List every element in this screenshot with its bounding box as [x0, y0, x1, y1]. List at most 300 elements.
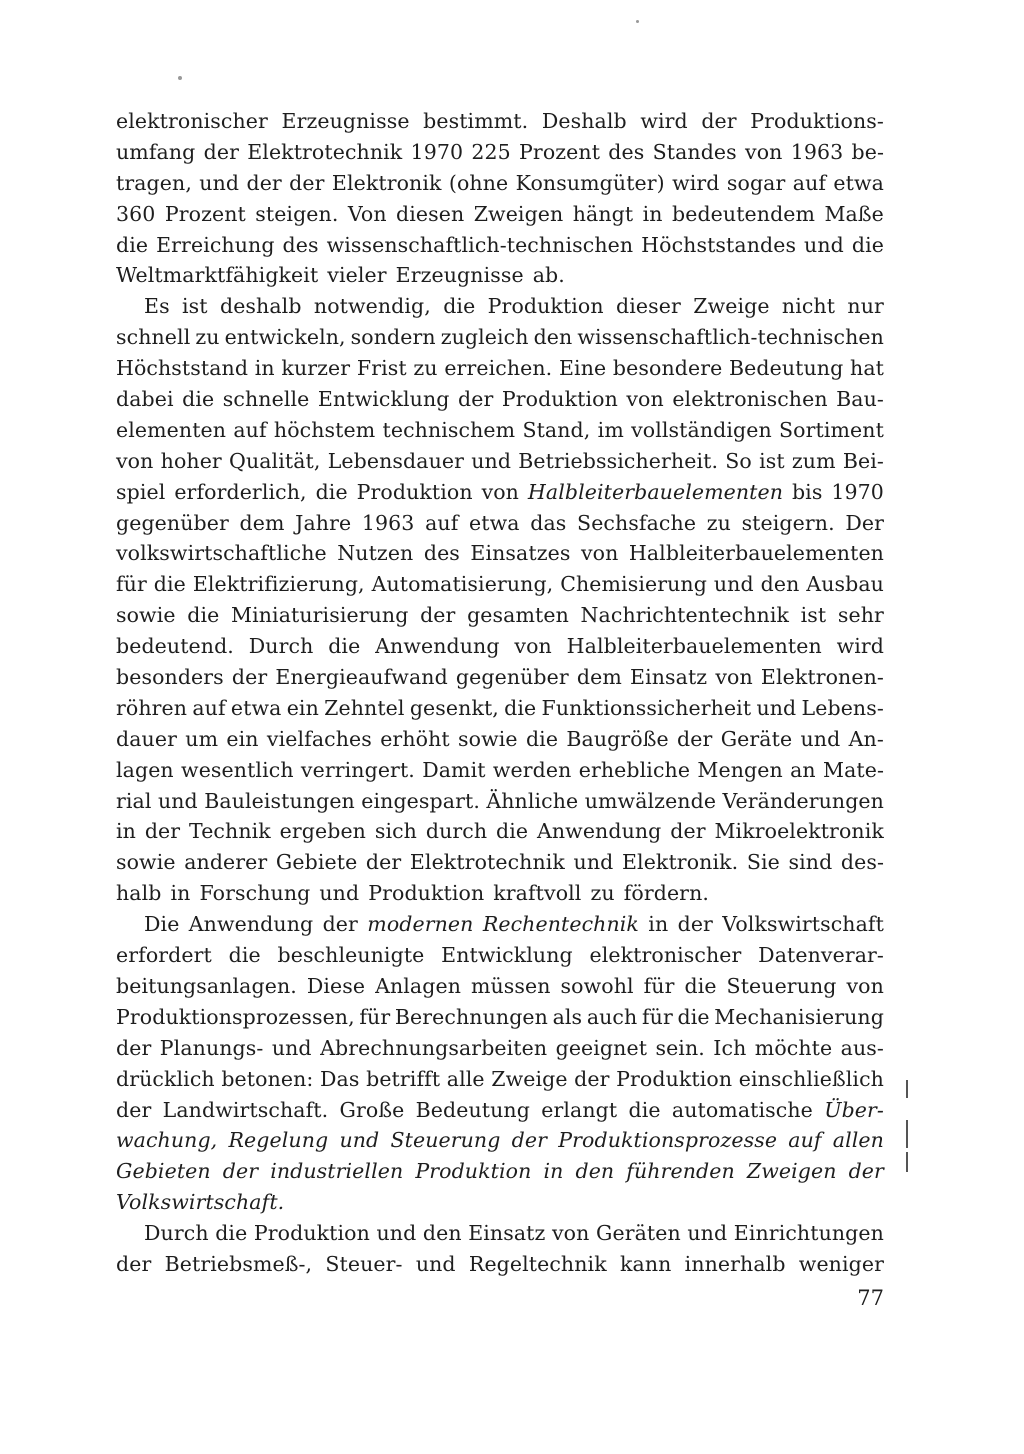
word: weniger	[798, 1251, 884, 1276]
text-line	[116, 1095, 884, 1126]
word: Geräten	[595, 1221, 681, 1246]
word: und	[687, 1221, 728, 1246]
word: Stand,	[522, 417, 591, 442]
word: und	[376, 1221, 417, 1246]
word: Produktion	[616, 1066, 733, 1091]
word: Technik	[189, 819, 271, 844]
word: der	[231, 665, 268, 690]
word: Sie	[746, 850, 780, 875]
word: zum	[791, 448, 836, 473]
word: verringert.	[300, 757, 415, 782]
word: Mikroelektronik	[714, 819, 884, 844]
word: Sortiment	[779, 417, 884, 442]
text-line	[116, 755, 884, 786]
word: der	[677, 912, 713, 937]
word: von	[715, 665, 753, 690]
margin-mark	[906, 1152, 908, 1172]
word: für	[643, 973, 675, 998]
word: Standes	[652, 139, 737, 164]
word: werden	[492, 757, 572, 782]
word: halb	[116, 881, 162, 906]
word: Jahre	[295, 510, 352, 535]
word: Konsumgüter)	[515, 170, 665, 195]
word: Nutzen	[337, 541, 414, 566]
word: etwa	[230, 695, 282, 720]
word: auf	[425, 510, 459, 535]
word: Zweigen	[473, 201, 564, 226]
word: Produktion	[501, 387, 618, 412]
word: der	[670, 819, 706, 844]
word: sein.	[655, 1035, 705, 1060]
word: Diese	[306, 973, 366, 998]
word: Einsatz	[468, 1221, 546, 1246]
word: elektronischen	[672, 387, 828, 412]
text-line	[116, 1156, 884, 1187]
word: notwendig,	[313, 294, 431, 319]
word: Von	[347, 201, 387, 226]
word: die	[153, 572, 186, 597]
word: der	[116, 1035, 152, 1060]
word: die	[215, 1221, 248, 1246]
word: Entwicklung	[317, 387, 450, 412]
word: Zweige	[693, 294, 770, 319]
word: Das	[320, 1066, 360, 1091]
word: erhebliche	[578, 757, 691, 782]
word: steigen.	[255, 201, 339, 226]
word: Produktionsprozesse	[558, 1128, 778, 1153]
word: die	[525, 726, 559, 751]
word: Durch	[144, 1221, 209, 1246]
word: bestimmt.	[423, 109, 529, 133]
word: und	[804, 232, 844, 257]
word: auf	[788, 1128, 822, 1153]
word: von	[481, 479, 519, 504]
word: Weltmarktfähigkeit	[116, 263, 319, 288]
word: einschließlich	[738, 1066, 884, 1091]
word: dem	[576, 665, 622, 690]
word: Produktion	[368, 881, 485, 906]
word: vielfaches	[266, 726, 372, 751]
word: der	[701, 109, 737, 133]
word: Produktions-	[750, 109, 884, 133]
word: der	[116, 1097, 152, 1122]
word: steigern.	[741, 510, 835, 535]
word: lagen	[116, 757, 174, 782]
word: Mechanisierung	[714, 1004, 884, 1029]
word: sehr	[837, 603, 884, 628]
word: ab.	[532, 263, 565, 288]
word: Halbleiterbauelementen	[527, 479, 784, 504]
word: ist	[182, 294, 208, 319]
word: elektronischer	[116, 109, 268, 133]
word: sowohl	[560, 973, 634, 998]
word: kurzer	[281, 356, 351, 381]
word: betrifft	[366, 1066, 441, 1091]
word: der	[203, 139, 239, 164]
margin-mark	[906, 1120, 908, 1148]
word: hängt	[572, 201, 634, 226]
word: Geräte	[720, 726, 793, 751]
word: wesentlich	[181, 757, 294, 782]
word: des	[423, 541, 460, 566]
word: gesamten	[467, 603, 569, 628]
word: die	[504, 695, 537, 720]
word: drücklich	[116, 1066, 215, 1091]
word: ein	[286, 695, 319, 720]
paper-speck	[636, 20, 639, 23]
word: als	[552, 1004, 583, 1029]
word: die	[328, 634, 361, 659]
word: Produktion	[487, 294, 604, 319]
word: ergeben	[279, 819, 366, 844]
word: 225	[471, 139, 511, 164]
text-line	[116, 1218, 884, 1249]
word: Lebensdauer	[327, 448, 465, 473]
word: Gebiete	[275, 850, 358, 875]
word: Anwendung	[188, 912, 314, 937]
word: sowie	[116, 603, 176, 628]
word: 1970	[831, 479, 884, 504]
word: die	[628, 1097, 661, 1122]
word: Forschung	[199, 881, 311, 906]
text-line	[116, 230, 884, 261]
word: von	[846, 973, 884, 998]
word: Ausbau	[806, 572, 884, 597]
word: wissenschaftlich-technischen	[577, 325, 884, 350]
word: schnell	[116, 325, 191, 350]
word: Einrichtungen	[733, 1221, 884, 1246]
word: sowie	[458, 726, 518, 751]
word: erforderlich,	[174, 479, 307, 504]
word: und	[756, 695, 797, 720]
word: im	[597, 417, 624, 442]
word: ist	[800, 603, 827, 628]
word: Prozent	[164, 201, 246, 226]
text-line	[116, 662, 884, 693]
text-line	[116, 168, 884, 199]
word: der	[457, 387, 494, 412]
word: Produktionsprozessen,	[116, 1004, 355, 1029]
text-line	[116, 847, 884, 878]
word: Eine	[558, 356, 607, 381]
text-line	[116, 693, 884, 724]
word: die	[116, 232, 149, 257]
word: etwa	[469, 510, 520, 535]
word: alle	[446, 1066, 485, 1091]
word: das	[530, 510, 567, 535]
word: sondern	[350, 325, 436, 350]
word: der	[511, 1128, 548, 1153]
word: zu	[590, 881, 615, 906]
word: dabei	[116, 387, 174, 412]
text-line	[116, 569, 884, 600]
word: innerhalb	[684, 1251, 786, 1276]
word: die	[684, 973, 717, 998]
word: Abrechnungsarbeiten	[320, 1035, 548, 1060]
word: Baugröße	[566, 726, 669, 751]
page-number: 77	[857, 1286, 884, 1310]
word: Die	[144, 912, 180, 937]
text-line	[116, 1033, 884, 1064]
word: dieser	[616, 294, 681, 319]
word: Nachrichtentechnik	[580, 603, 789, 628]
word: kraftvoll	[493, 881, 582, 906]
word: besondere	[612, 356, 723, 381]
word: Bauleistungen	[204, 788, 355, 813]
word: Erzeugnisse	[395, 263, 524, 288]
word: vollständigen	[631, 417, 772, 442]
word: den	[422, 1221, 462, 1246]
word: 1963	[790, 139, 844, 164]
word: zu	[706, 510, 731, 535]
word: erreichen.	[444, 356, 553, 381]
word: von	[580, 541, 619, 566]
word: Zehntel	[324, 695, 405, 720]
word: an	[790, 757, 816, 782]
word: des-	[840, 850, 884, 875]
word: entwickeln,	[224, 325, 346, 350]
word: für	[116, 572, 147, 597]
word: volkswirtschaftliche	[116, 541, 327, 566]
word: auf	[233, 417, 267, 442]
text-line	[116, 600, 884, 631]
word: beitungsanlagen.	[116, 973, 297, 998]
word: Über-	[824, 1097, 884, 1122]
word: Höchststand	[116, 356, 249, 381]
text-line	[116, 322, 884, 353]
word: elementen	[116, 417, 227, 442]
word: röhren	[116, 695, 188, 720]
word: und	[271, 1035, 312, 1060]
word: für	[359, 1004, 391, 1029]
word: Planungs-	[159, 1035, 264, 1060]
word: allen	[832, 1128, 884, 1153]
word: höchstem	[273, 417, 376, 442]
word: elektronischer	[589, 943, 742, 968]
word: kann	[619, 1251, 672, 1276]
word: um	[185, 726, 219, 751]
text-line	[116, 816, 884, 847]
word: 360	[116, 201, 156, 226]
word: und	[800, 726, 841, 751]
word: sich	[374, 819, 417, 844]
word: vieler	[327, 263, 387, 288]
word: Produktion	[415, 1159, 532, 1184]
word: von	[116, 448, 154, 473]
word: zugleich	[440, 325, 529, 350]
word: Volkswirtschaft	[722, 912, 884, 937]
word: erfordert	[116, 943, 212, 968]
word: und	[713, 572, 754, 597]
word: von	[745, 139, 783, 164]
word: Qualität,	[229, 448, 321, 473]
word: auf	[192, 695, 226, 720]
word: Elektronen-	[760, 665, 884, 690]
word: der	[677, 726, 713, 751]
word: der	[116, 1251, 152, 1276]
word: Elektronik.	[621, 850, 739, 875]
text-line	[116, 538, 884, 569]
word: etwa	[833, 170, 884, 195]
word: durch	[425, 819, 488, 844]
word: bedeutendem	[671, 201, 816, 226]
text-line	[116, 106, 884, 137]
word: wissenschaftlich-technischen	[326, 232, 634, 257]
word: der	[144, 819, 181, 844]
word: den	[533, 325, 573, 350]
word: Einsatz	[630, 665, 708, 690]
word: die	[315, 479, 348, 504]
word: der	[322, 912, 358, 937]
word: Bedeutung	[415, 1097, 530, 1122]
text-line	[116, 1002, 884, 1033]
word: eingespart.	[361, 788, 480, 813]
word: möchte	[754, 1035, 833, 1060]
word: Anlagen	[375, 973, 462, 998]
text-line	[116, 353, 884, 384]
word: Rechentechnik	[482, 912, 639, 937]
word: Regeltechnik	[468, 1251, 607, 1276]
word: in	[648, 912, 669, 937]
word: rial	[116, 788, 152, 813]
word: zu	[413, 356, 438, 381]
word: Lebens-	[801, 695, 884, 720]
word: betonen:	[221, 1066, 314, 1091]
word: Landwirtschaft.	[162, 1097, 329, 1122]
word: umwälzende	[584, 788, 717, 813]
word: Mengen	[697, 757, 783, 782]
word: Anwendung	[536, 819, 662, 844]
word: Chemisierung	[560, 572, 707, 597]
word: und	[415, 1251, 456, 1276]
word: und	[339, 1128, 380, 1153]
word: Produktion	[253, 1221, 370, 1246]
word: hat	[850, 356, 884, 381]
text-line	[116, 446, 884, 477]
word: be-	[851, 139, 884, 164]
word: So	[725, 448, 752, 473]
word: Einsatzes	[470, 541, 571, 566]
word: Frist	[356, 356, 407, 381]
word: modernen	[367, 912, 474, 937]
word: Sechsfache	[577, 510, 697, 535]
word: Bei-	[842, 448, 884, 473]
word: Berechnungen	[394, 1004, 548, 1029]
word: ist	[759, 448, 785, 473]
text-line	[116, 1249, 884, 1280]
word: Halbleiterbauelementen	[628, 541, 884, 566]
text-line	[116, 291, 884, 322]
word: sowie	[116, 850, 176, 875]
word: nicht	[781, 294, 836, 319]
word: anderer	[184, 850, 268, 875]
word: Zweigen	[746, 1159, 837, 1184]
word: deshalb	[219, 294, 302, 319]
word: und	[471, 448, 512, 473]
word: von	[626, 387, 664, 412]
word: bedeutend.	[116, 634, 234, 659]
word: schnelle	[222, 387, 310, 412]
word: aus-	[840, 1035, 884, 1060]
word: Volkswirtschaft.	[116, 1190, 285, 1215]
word: 1963	[361, 510, 415, 535]
word: führenden	[626, 1159, 735, 1184]
word: fördern.	[623, 881, 709, 906]
word: Deshalb	[541, 109, 627, 133]
word: Maße	[824, 201, 884, 226]
word: Steuerung	[390, 1128, 501, 1153]
word: gegenüber	[116, 510, 229, 535]
word: technischem	[382, 417, 516, 442]
text-line	[116, 786, 884, 817]
paper-speck	[178, 76, 182, 80]
word: des	[608, 139, 645, 164]
word: umfang	[116, 139, 196, 164]
word: Automatisierung,	[371, 572, 554, 597]
word: Damit	[422, 757, 486, 782]
margin-mark	[906, 1080, 908, 1098]
word: erlangt	[541, 1097, 618, 1122]
word: in	[116, 819, 136, 844]
body-text	[116, 106, 884, 1280]
word: An-	[848, 726, 884, 751]
text-line	[116, 878, 884, 909]
text-line	[116, 631, 884, 662]
word: müssen	[470, 973, 551, 998]
word: Elektrotechnik	[409, 850, 565, 875]
text-line	[116, 724, 884, 755]
word: von	[551, 1221, 590, 1246]
word: Steuer-	[325, 1251, 403, 1276]
word: dem	[239, 510, 285, 535]
word: Erzeugnisse	[281, 109, 410, 133]
word: Miniaturisierung	[230, 603, 409, 628]
word: der	[365, 850, 402, 875]
word: zu	[195, 325, 220, 350]
word: Bau-	[836, 387, 884, 412]
word: und	[573, 850, 614, 875]
word: auch	[586, 1004, 638, 1029]
word: in	[254, 356, 275, 381]
word: gesenkt,	[409, 695, 499, 720]
text-line	[116, 199, 884, 230]
word: bis	[791, 479, 823, 504]
word: der	[574, 1066, 610, 1091]
word: Gebieten	[116, 1159, 211, 1184]
word: (ohne	[448, 170, 509, 195]
word: der	[420, 603, 456, 628]
word: Veränderungen	[722, 788, 884, 813]
word: in	[642, 201, 663, 226]
word: die	[496, 819, 529, 844]
word: hoher	[160, 448, 222, 473]
text-line	[116, 508, 884, 539]
word: in	[543, 1159, 564, 1184]
word: ein	[226, 726, 259, 751]
word: erhöht	[380, 726, 450, 751]
word: der	[289, 170, 325, 195]
word: wird	[836, 634, 884, 659]
word: Ich	[713, 1035, 747, 1060]
word: automatische	[671, 1097, 813, 1122]
word: der	[222, 1159, 259, 1184]
text-line	[116, 415, 884, 446]
word: Elektrotechnik	[247, 139, 403, 164]
text-line	[116, 909, 884, 940]
word: Elektrifizierung,	[192, 572, 365, 597]
text-line	[116, 940, 884, 971]
word: den	[575, 1159, 615, 1184]
